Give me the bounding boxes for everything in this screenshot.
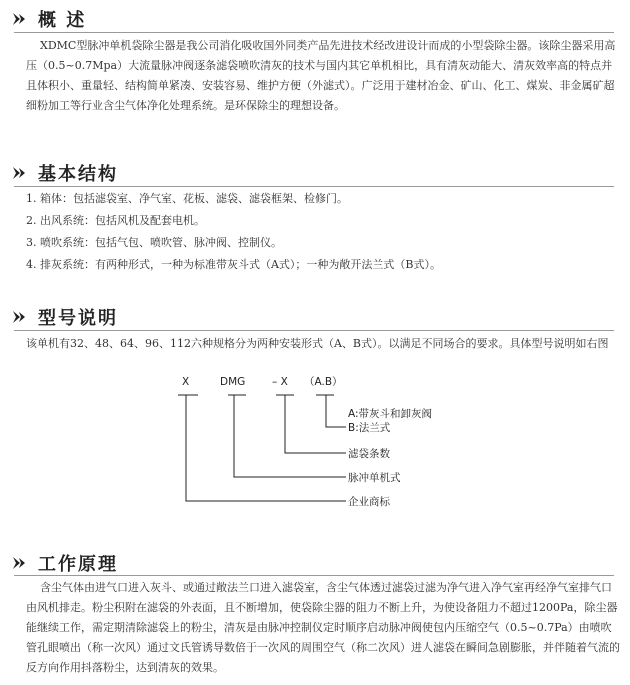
leader-line-pulse <box>234 395 346 477</box>
principle-divider <box>14 575 614 576</box>
structure-item: 3. 喷吹系统：包括气包、喷吹管、脉冲阀、控制仪。 <box>26 236 282 249</box>
model-paragraph: 该单机有32、48、64、96、112六种规格分为两种安装形式（A、B式）。以满足不同场合的要求。具体型号说明如右图 <box>26 337 609 350</box>
code-install-type: （A.B） <box>304 376 343 388</box>
code-bag-count: – X <box>272 376 288 388</box>
structure-item: 1. 箱体：包括滤袋室、净气室、花板、滤袋、滤袋框架、检修门。 <box>26 192 348 205</box>
principle-title: 工作原理 <box>38 554 118 575</box>
label-bag-count: 滤袋条数 <box>348 448 390 460</box>
structure-item: 2. 出风系统：包括风机及配套电机。 <box>26 214 205 227</box>
label-type-a: A:带灰斗和卸灰阀 <box>348 408 433 420</box>
overview-paragraph: XDMC型脉冲单机袋除尘器是我公司消化吸收国外同类产品先进技术经改进设计而成的小型袋除尘器。该除尘器采用高压（0.5~0.7Mpa）大流量脉冲阀逐条滤袋喷吹清灰的技术与国内其它单机相比，具有清灰动能大、清灰效率高的特点并且体积小、重量轻、结构简单紧凑、安装容易、维护方便（外滤式）。广泛用于建材冶金、矿山、化工、煤炭、非金属矿超细粉加工等行业含尘气体净化处理系统。是环保除尘的理想设备。 <box>26 39 616 112</box>
structure-title: 基本结构 <box>38 164 118 185</box>
leader-line-type <box>326 395 346 427</box>
model-title: 型号说明 <box>38 308 118 329</box>
leader-line-bags <box>285 395 346 453</box>
label-pulse: 脉冲单机式 <box>348 472 401 484</box>
leader-line-brand <box>186 395 346 501</box>
structure-item: 4. 排灰系统：有两种形式，一种为标准带灰斗式（A式）；一种为敞开法兰式（B式）。 <box>26 258 442 271</box>
code-dmg: DMG <box>220 376 246 388</box>
label-type-b: B:法兰式 <box>348 422 391 434</box>
label-brand: 企业商标 <box>348 496 390 508</box>
overview-title: 概 述 <box>38 10 87 31</box>
diamond-arrow-icon <box>12 556 30 570</box>
principle-heading <box>12 550 118 576</box>
principle-paragraph: 含尘气体由进气口进入灰斗、或通过敞法兰口进入滤袋室，含尘气体透过滤袋过滤为净气进入净气室再经净气室排气口由风机排走。粉尘积附在滤袋的外表面，且不断增加，使袋除尘器的阻力不断上升，为使设备阻力不超过1200Pa，除尘器能继续工作，需定期清除滤袋上的粉尘，清灰是由脉冲控制仪定时顺序启动脉冲阀使包内压缩空气（0.5~0.7Pa）由喷吹管孔眼喷出（称一次风）通过文氏管诱导数倍于一次风的周围空气（称二次风）进人滤袋在瞬间急剧膨胀，并伴随着气流的反方向作用抖落粉尘，达到清灰的效果。 <box>26 581 620 674</box>
code-brand: X <box>182 376 190 388</box>
